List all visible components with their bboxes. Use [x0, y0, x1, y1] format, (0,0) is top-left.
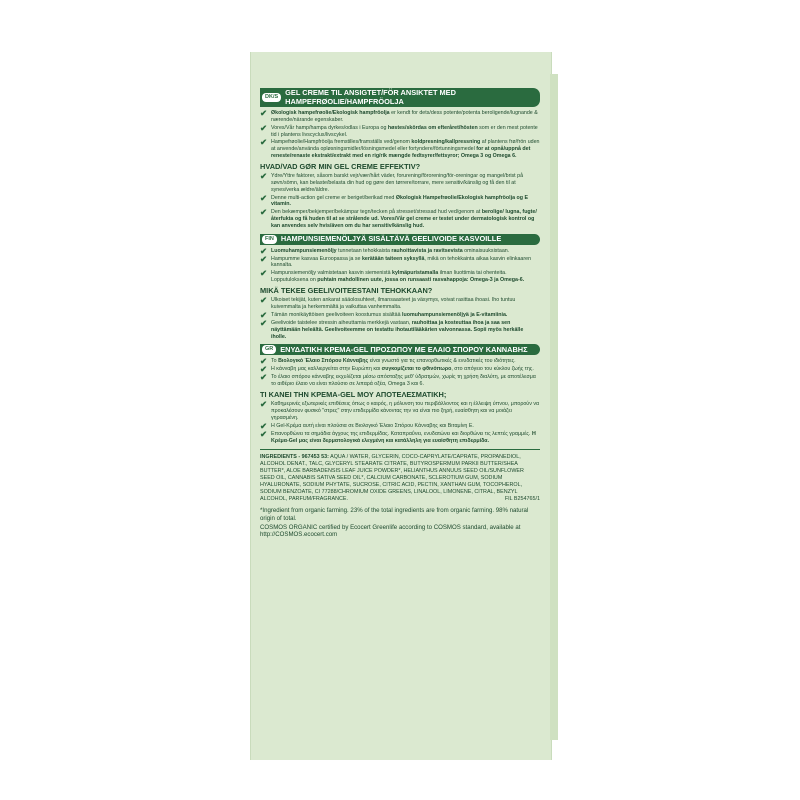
body-text: Geelivoide taistelee stressin aiheuttamia merkkejä vastaan, [271, 320, 412, 327]
language-badge-gr: GR [262, 345, 276, 354]
body-text: tunnetaan tehokkaista [336, 247, 392, 254]
list-item [260, 245, 540, 256]
bold-text: Økologisk Hampefrøolie/Ekologisk hampfröolja og E vitamin. [271, 194, 528, 208]
body-text: Vores/Vår hamp/hampa dyrkes/odlas i Europa og [271, 124, 388, 131]
checkmark-icon: ✔ [260, 310, 268, 321]
checkmark-icon: ✔ [260, 253, 268, 264]
certification-note: COSMOS ORGANIC certified by Ecocert Greenlife according to COSMOS standard, available at http://COSMOS.ecocert.com [260, 523, 521, 539]
language-badge-fin: FIN [262, 235, 277, 244]
body-text: Hampumme kasvaa Euroopassa ja se [271, 255, 362, 262]
checkmark-icon: ✔ [260, 171, 268, 182]
body-text: Το έλαιο σπόρου κάνναβης εκχυλίζεται μέσω απόσταξης μεθ' ύδρατμών, χωρίς τη χρήση διαλύτη, με αποτέλεσμα το αιθέριο έλαιο να είναι πλούσιο σε λιπαρά οξέα, Omega 3 και 6. [271, 374, 536, 388]
body-text: Επανορθώνει τα σημάδια άγχους της επιδερμίδας. Καταπραΰνει, ενυδατώνει και διορθώνει τις λεπτές γραμμές. [271, 430, 532, 437]
body-text: som er den mest potente tid i plantens livscyclus/livscykel. [271, 124, 538, 138]
list-item [260, 209, 540, 229]
body-text: , στο απόγειο του κύκλου ζωής της. [451, 366, 534, 373]
bold-text: for at opnå/uppnå det reneste/renaste ekstrakt/extrakt med en rig/rik mængde fedtsyrer/fettsyror; Omega 3 og Omega 6. [271, 146, 531, 159]
list-item [260, 428, 540, 445]
list-item [260, 297, 540, 311]
body-text: Καθημερινές εξωτερικές επιθέσεις όπως ο καιρός, η μόλυνση του περιβάλλοντος και η έλλειψη ύπνου, μπορούν να προκαλέσουν φυσικό "στρες" στην επιδερμίδα κάνοντας την να είναι πιο ξηρή, ευαίσθητη και να μοιάζει γηρασμένη. [271, 401, 540, 421]
list-item [260, 420, 540, 431]
body-text: Η Gel-Κρέμα αυτή είναι πλούσια σε Βιολογικό Έλαιο Σπόρου Κάνναβης και Βιταμίνη Ε. [271, 422, 474, 429]
checkmark-icon: ✔ [260, 295, 268, 306]
bold-text: koldpresning/kallpressning [411, 139, 481, 146]
bold-text: Luomuhampunsiemenöljy [271, 247, 337, 254]
bold-text: kerätään taiteen syksyllä [361, 255, 425, 262]
list-item [260, 358, 540, 365]
checkmark-icon: ✔ [260, 137, 268, 148]
checkmark-icon: ✔ [260, 192, 268, 203]
effect-list-dk [260, 173, 540, 230]
section-title-fin: HAMPUNSIEMENÖLJYÄ SISÄLTÄVÄ GEELIVOIDE KASVOILLE [280, 233, 502, 243]
body-text: Hampunsiemenöljy valmistetaan kasvin siemenistä [271, 270, 392, 277]
bold-text: Βιολογικό Έλαιο Σπόρου Κάνναβης [278, 358, 369, 365]
body-text: Hampefrøolie/Hampfröolja fremstilles/framställs ved/genom [271, 139, 412, 146]
body-text: ominaisuuksistaan. [462, 247, 510, 254]
bold-text: rauhoittaa ja kosteuttaa ihoa ja saa sen näyttämään heleältä. Geelivoiteemme on testattu ihotautilääkärien valvonnassa. Sopii myös herkälle iholle. [271, 320, 524, 340]
body-text: af plantens frø/frön uden at anvende/använda opløsningsmidler/lösningsmedel eller fortyndere/förtunningsmedel [271, 139, 540, 153]
list-item [260, 253, 540, 270]
body-text: Denne multi-action gel creme er beriget/berikad med [271, 194, 396, 201]
checkmark-icon: ✔ [260, 364, 268, 375]
panel-side-strip [550, 74, 558, 740]
bold-text: Økologisk hampefrøolie/Ekologisk hampfröolja [271, 110, 390, 117]
benefit-list-fin [260, 245, 540, 284]
body-text: Η κάνναβη μας καλλιεργείται στην Ευρώπη και [271, 366, 382, 373]
question-heading-gr: ΤΙ ΚΑΝΕΙ ΤΗΝ ΚΡΕΜΑ-GEL ΜΟΥ ΑΠΟΤΕΛΕΣΜΑΤΙΚΗ; [260, 389, 447, 399]
list-item [260, 374, 540, 388]
divider [260, 449, 540, 450]
checkmark-icon: ✔ [260, 399, 268, 410]
language-badge-dk: DK/S [262, 93, 281, 102]
checkmark-icon: ✔ [260, 108, 268, 119]
bold-text: puhtain mahdollinen uute, jossa on runsaasti rasvahappoja: Omega-3 ja Omega-6. [317, 277, 525, 284]
list-item [260, 122, 540, 139]
list-item [260, 139, 540, 159]
section-band-gr [260, 344, 540, 355]
checkmark-icon: ✔ [260, 428, 268, 439]
checkmark-icon: ✔ [260, 420, 268, 431]
checkmark-icon: ✔ [260, 122, 268, 133]
list-item [260, 320, 540, 340]
checkmark-icon: ✔ [260, 372, 268, 383]
batch-code: FIL B254765/1 [504, 496, 540, 503]
list-item [260, 312, 540, 319]
bold-text: Η Κρέμα-Gel μας είναι δερματολογικά ελεγμένη και κατάλληλη για ευαίσθητη επιδερμίδα. [271, 430, 536, 444]
label-text-block [260, 84, 540, 539]
body-text: Den bekæmper/bekjemper/bekämpar tegn/tecken på stresset/stressad hud ved/genom at [271, 209, 482, 216]
list-item [260, 401, 540, 421]
bold-text: luomuhampunsiemenöljyä ja E-vitamiinia. [402, 312, 508, 319]
section-band-fin [260, 234, 540, 245]
ingredients-list: AQUA / WATER, GLYCERIN, COCO-CAPRYLATE/CAPRATE, PROPANEDIOL, ALCOHOL DENAT., TALC, GLYCERYL STEARATE CITRATE, BUTYROSPERMUM PARKII BUTTER/SHEA BUTTER*, ALOE BARBADENSIS LEAF JUICE POWDER*, HELIANTHUS ANNUUS SEED OIL/SUNFLOWER SEED OIL, CANNABIS SATIVA SEED OIL*, CALCIUM CARBONATE, SCLEROTIUM GUM, SODIUM HYALURONATE, SODIUM PHYTATE, SUCROSE, CITRIC ACID, PECTIN, XANTHAN GUM, TOCOPHEROL, SODIUM BENZOATE, CI 77288/CHROMIUM OXIDE GREENS, LINALOOL, LIMONENE, CITRAL, BENZYL ALCOHOL, PARFUM/FRAGRANCE. [260, 454, 524, 503]
list-item [260, 270, 540, 284]
question-heading-dk: HVAD/VAD GØR MIN GEL CREME EFFEKTIV? [260, 161, 421, 171]
checkmark-icon: ✔ [260, 268, 268, 279]
body-text: , mikä on tehokkainta aikaa kasvin elinkaaren kannalta. [271, 255, 532, 269]
list-item [260, 173, 540, 193]
checkmark-icon: ✔ [260, 356, 268, 367]
bold-text: kylmäpuristamalla [392, 270, 439, 277]
body-text: er kendt for dets/dess potente/potenta beroligende/lugnande & nærende/närande egenskaber. [271, 110, 538, 123]
section-title-dk: GEL CREME TIL ANSIGTET/FÖR ANSIKTET MED HAMPEFRØOLIE/HAMPFRÖOLJA [285, 88, 456, 106]
body-text: Tämän monikäyttöisen geelivoiteen koostumus sisältää [271, 312, 403, 319]
bold-text: høstes/skördas om efteråret/hösten [387, 124, 478, 131]
effect-list-fin [260, 297, 540, 340]
body-text: Το [271, 358, 279, 365]
benefit-list-gr [260, 358, 540, 387]
body-text: Ulkoiset tekijät, kuten ankarat sääolosuhteet, ilmansaasteet ja väsymys, voivat rasittaa ihoasi. Iho tuntuu kuivemmalta ja herkemmältä ja vaikuttaa vanhemmalta. [271, 297, 516, 311]
ingredients-paragraph [260, 454, 540, 503]
checkmark-icon: ✔ [260, 245, 268, 256]
list-item [260, 110, 540, 124]
section-title-gr: ΕΝΥΔΑΤΙΚΗ ΚΡΕΜΑ-GEL ΠΡΟΣΩΠΟΥ ΜΕ ΕΛΑΙΟ ΣΠΟΡΟΥ ΚΑΝΝΑΒΗΣ [280, 344, 528, 354]
bold-text: berolige/ lugna, fugte/återfukta og få huden til at se strålende ud. Vores/Vår gel creme er testet under dermatologisk kontrol og kan anvendes selv hvis/även om du har sensitiv/känslig hud. [271, 209, 537, 229]
question-heading-fin: MIKÄ TEKEE GEELIVOITEESTANI TEHOKKAAN? [260, 285, 433, 295]
section-band-dk [260, 88, 540, 107]
bold-text: συγκομίζεται το φθινόπωρο [381, 366, 452, 373]
list-item [260, 192, 540, 209]
organic-note: *Ingredient from organic farming. 23% of the total ingredients are from organic farming. 98% natural origin of total. [260, 507, 529, 523]
body-text: είναι γνωστό για τις επανορθωτικές & ενυδατικές του ιδιότητες. [368, 358, 516, 365]
ingredients-label: INGREDIENTS - 967453 53: [260, 454, 329, 461]
effect-list-gr [260, 401, 540, 444]
bold-text: rauhoittavista ja ravitsevista [391, 247, 463, 254]
benefit-list-dk [260, 110, 540, 160]
checkmark-icon: ✔ [260, 318, 268, 329]
checkmark-icon: ✔ [260, 207, 268, 218]
body-text: ilman liuottimia tai ohenteita. Lopputuloksena on [271, 270, 507, 284]
list-item [260, 366, 540, 373]
body-text: Ydre/Yttre faktorer, såsom barskt vejr/vær/hårt väder, forurening/förorening/för-oreningar og mangel/brist på søvn/sömn, kan belaste/belasta din hud og gøre den tørrere/torrare, mere sensitiv/känslig og få den til at synes/verka ældre/äldre. [271, 173, 524, 193]
